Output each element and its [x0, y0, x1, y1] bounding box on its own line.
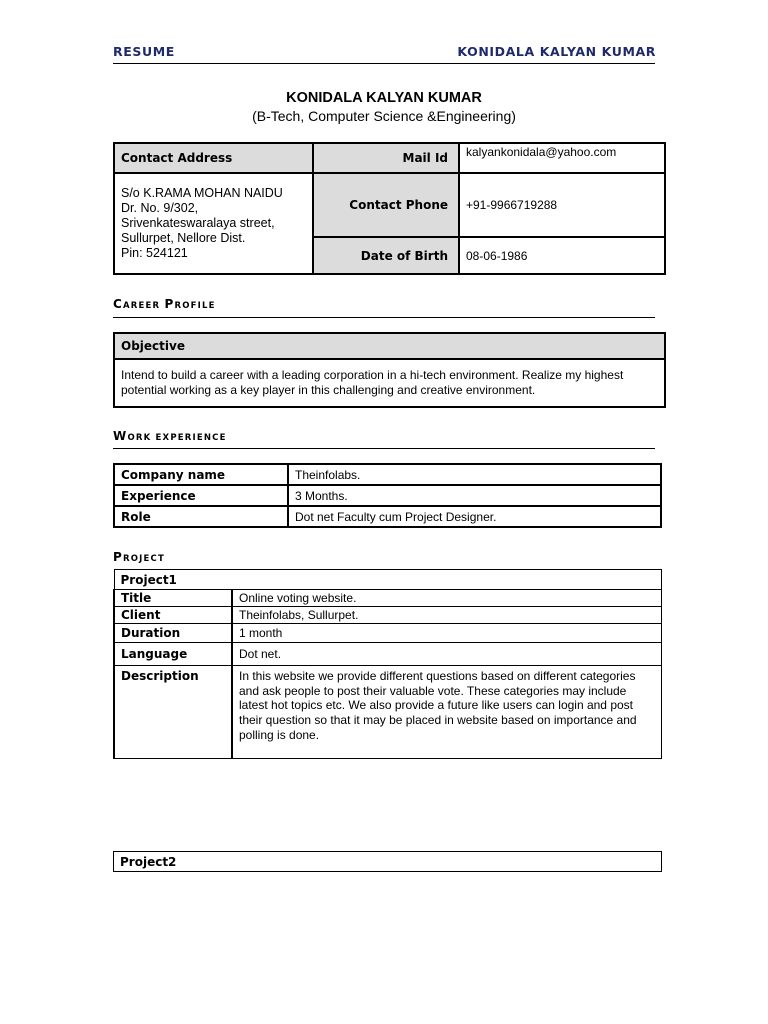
project1-title: Project1: [114, 570, 662, 590]
project-row-label: Title: [114, 590, 232, 607]
career-profile-divider: [113, 317, 655, 318]
work-row-label: Role: [114, 506, 288, 527]
work-row-value: Theinfolabs.: [288, 464, 661, 485]
project-row-value: Online voting website.: [232, 590, 662, 607]
candidate-name: KONIDALA KALYAN KUMAR: [286, 90, 482, 106]
project1-table: [113, 569, 662, 759]
work-experience-heading: WORK EXPERIENCE: [113, 429, 227, 443]
work-row-label: Experience: [114, 485, 288, 506]
date-of-birth-value: 08-06-1986: [459, 237, 665, 274]
table-row: [114, 666, 662, 759]
table-row: [114, 643, 662, 666]
table-row: [114, 464, 661, 485]
project-row-label: Duration: [114, 624, 232, 643]
contact-phone-label: Contact Phone: [313, 173, 459, 237]
objective-text: Intend to build a career with a leading corporation in a hi-tech environment. Realize my highest potential working as a key player in this challenging and creative environment.: [114, 359, 665, 407]
header-resume-label: RESUME: [113, 44, 175, 59]
work-experience-divider: [113, 448, 655, 449]
contact-address-value: [114, 173, 313, 274]
project-row-label: Language: [114, 643, 232, 666]
address-line: S/o K.RAMA MOHAN NAIDU: [121, 186, 283, 200]
project2-table: [113, 851, 662, 872]
address-line: Dr. No. 9/302,: [121, 201, 199, 215]
table-row: [114, 590, 662, 607]
contact-phone-value: +91-9966719288: [459, 173, 665, 237]
project-row-value: Theinfolabs, Sullurpet.: [232, 607, 662, 624]
career-profile-heading: CAREER PROFILE: [113, 297, 216, 311]
project-heading: PROJECT: [113, 550, 165, 564]
project-row-value: Dot net.: [232, 643, 662, 666]
objective-table: [113, 332, 666, 408]
objective-label: Objective: [114, 333, 665, 359]
project-row-value: 1 month: [232, 624, 662, 643]
contact-address-label: Contact Address: [114, 143, 313, 173]
table-row: [114, 624, 662, 643]
address-line: Srivenkateswaralaya street,: [121, 216, 275, 230]
work-row-value: Dot net Faculty cum Project Designer.: [288, 506, 661, 527]
project2-title: Project2: [114, 852, 662, 872]
mail-id-label: Mail Id: [313, 143, 459, 173]
header-divider: [113, 63, 655, 64]
header-name: KONIDALA KALYAN KUMAR: [457, 44, 656, 59]
candidate-degree: (B-Tech, Computer Science &Engineering): [252, 108, 516, 124]
mail-id-value: kalyankonidala@yahoo.com: [459, 143, 665, 173]
table-row: [114, 607, 662, 624]
address-line: Sullurpet, Nellore Dist.: [121, 231, 246, 245]
work-experience-table: [113, 463, 662, 528]
date-of-birth-label: Date of Birth: [313, 237, 459, 274]
address-line: Pin: 524121: [121, 246, 188, 260]
project-row-value: In this website we provide different questions based on different categories and ask people to post their valuable vote. These categories may include latest hot topics etc. We also provide a future like users can login and post their question so that it may be placed in website based on importance and polling is done.: [232, 666, 662, 759]
project-row-label: Client: [114, 607, 232, 624]
contact-table: [113, 142, 666, 275]
table-row: [114, 485, 661, 506]
table-row: [114, 506, 661, 527]
project-row-label: Description: [114, 666, 232, 759]
work-row-label: Company name: [114, 464, 288, 485]
work-row-value: 3 Months.: [288, 485, 661, 506]
